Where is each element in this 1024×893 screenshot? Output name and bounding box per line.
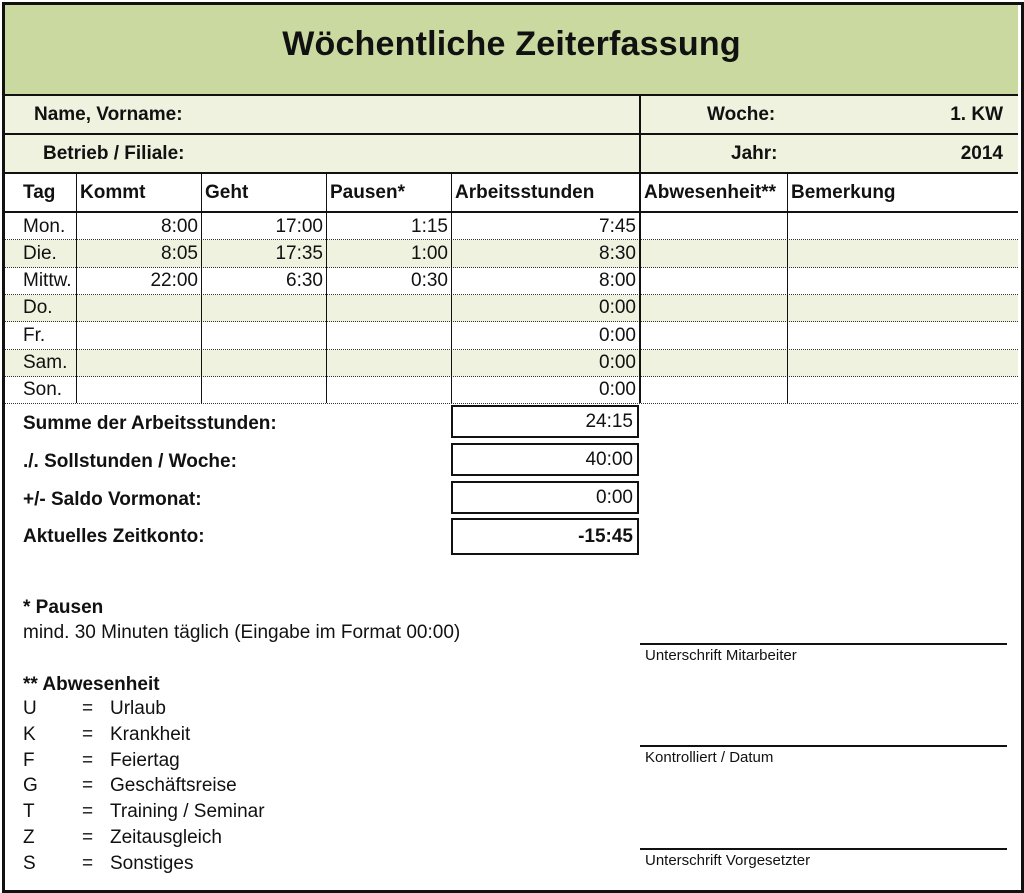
summary-label: +/- Saldo Vormonat: (23, 489, 202, 510)
cell-arbeitsstunden: 8:00 (599, 270, 636, 292)
code-description: Geschäftsreise (110, 775, 237, 797)
column-line (787, 174, 788, 403)
pausen-note-text: mind. 30 Minuten täglich (Eingabe im Format 00:00) (23, 622, 461, 643)
column-line (326, 174, 327, 403)
summary-value: 24:15 (451, 405, 639, 438)
col-header-pausen: Pausen* (330, 182, 405, 203)
code-equals: = (82, 749, 94, 771)
cell-geht[interactable]: 17:00 (275, 215, 323, 237)
col-header-kommt: Kommt (80, 182, 146, 203)
week-value[interactable]: 1. KW (950, 104, 1003, 125)
page-title: Wöchentliche Zeiterfassung (282, 25, 741, 63)
signature-line (640, 643, 1007, 645)
zeitkonto-value: -15:45 (451, 518, 639, 555)
cell-arbeitsstunden: 0:00 (599, 297, 636, 319)
divider (5, 133, 1018, 135)
abwesenheit-note-title: ** Abwesenheit (23, 674, 160, 695)
row-divider (5, 403, 1018, 404)
code-equals: = (82, 801, 94, 823)
col-header-bemerkung: Bemerkung (791, 182, 896, 203)
code-equals: = (82, 698, 94, 719)
code-description: Zeitausgleich (110, 827, 222, 848)
cell-tag: Do. (23, 297, 53, 319)
cell-tag: Son. (23, 379, 63, 401)
cell-tag: Die. (23, 242, 57, 264)
divider (639, 94, 641, 174)
cell-tag: Sam. (23, 352, 68, 373)
signature-label-kontrolle: Kontrolliert / Datum (645, 749, 774, 766)
summary-label: Aktuelles Zeitkonto: (23, 526, 205, 547)
col-header-abwesenheit: Abwesenheit** (644, 182, 776, 203)
cell-arbeitsstunden: 7:45 (599, 215, 636, 237)
column-line (201, 174, 202, 403)
col-header-arbeitsstunden: Arbeitsstunden (455, 182, 595, 203)
cell-kommt[interactable]: 22:00 (150, 270, 198, 292)
cell-pausen[interactable]: 0:30 (411, 270, 448, 292)
cell-arbeitsstunden: 0:00 (599, 379, 636, 401)
year-label: Jahr: (731, 143, 778, 164)
pausen-note-title: * Pausen (23, 597, 104, 618)
summary-value[interactable]: 40:00 (451, 443, 639, 476)
name-label: Name, Vorname: (34, 104, 183, 125)
cell-geht[interactable]: 17:35 (275, 242, 323, 264)
code-equals: = (82, 827, 94, 848)
company-label: Betrieb / Filiale: (43, 143, 185, 164)
signature-label-vorgesetzter: Unterschrift Vorgesetzter (645, 852, 811, 869)
cell-tag: Mittw. (23, 270, 72, 292)
col-header-geht: Geht (205, 182, 249, 203)
code-description: Krankheit (110, 723, 191, 745)
code-description: Sonstiges (110, 852, 194, 874)
cell-geht[interactable]: 6:30 (286, 270, 323, 292)
cell-arbeitsstunden: 0:00 (599, 352, 636, 373)
cell-kommt[interactable]: 8:05 (161, 242, 198, 264)
code-letter: S (23, 852, 36, 874)
signature-line (640, 745, 1007, 747)
code-letter: U (23, 698, 37, 719)
signature-label-mitarbeiter: Unterschrift Mitarbeiter (645, 647, 797, 664)
column-line (451, 174, 452, 403)
code-letter: T (23, 801, 35, 823)
code-equals: = (82, 723, 94, 745)
cell-pausen[interactable]: 1:00 (411, 242, 448, 264)
cell-arbeitsstunden: 0:00 (599, 324, 636, 346)
year-value[interactable]: 2014 (960, 143, 1003, 164)
signature-line (640, 848, 1007, 850)
cell-kommt[interactable]: 8:00 (161, 215, 198, 237)
code-description: Training / Seminar (110, 801, 265, 823)
divider (5, 172, 1018, 174)
column-line (639, 174, 641, 403)
column-line (76, 174, 77, 403)
code-letter: Z (23, 827, 35, 848)
code-description: Feiertag (110, 749, 180, 771)
cell-pausen[interactable]: 1:15 (411, 215, 448, 237)
cell-tag: Fr. (23, 324, 46, 346)
code-equals: = (82, 852, 94, 874)
code-description: Urlaub (110, 698, 166, 719)
code-letter: G (23, 775, 38, 797)
code-letter: F (23, 749, 35, 771)
summary-value[interactable]: 0:00 (451, 481, 639, 514)
week-label: Woche: (707, 104, 776, 125)
code-equals: = (82, 775, 94, 797)
code-letter: K (23, 723, 36, 745)
col-header-tag: Tag (23, 182, 56, 203)
summary-label: ./. Sollstunden / Woche: (23, 451, 237, 472)
cell-arbeitsstunden: 8:30 (599, 242, 636, 264)
cell-tag: Mon. (23, 215, 66, 237)
summary-label: Summe der Arbeitsstunden: (23, 413, 277, 434)
